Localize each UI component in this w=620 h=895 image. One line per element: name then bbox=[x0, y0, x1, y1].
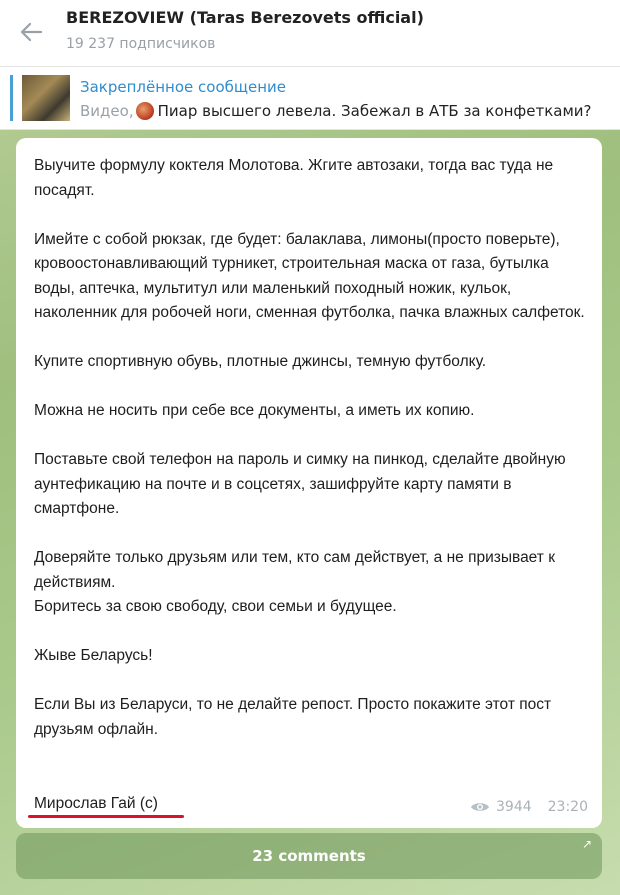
view-count: 3944 bbox=[496, 799, 532, 815]
comments-label: 23 comments bbox=[252, 847, 366, 865]
pinned-media-kind: Видео, bbox=[80, 102, 134, 120]
arrow-left-icon bbox=[20, 22, 42, 42]
message-signature: Мирослав Гай (с) bbox=[34, 795, 158, 812]
avatar-mini-icon bbox=[136, 102, 154, 120]
message-paragraph: Купите спортивную обувь, плотные джинсы, темную футболку. bbox=[34, 353, 487, 370]
channel-header bbox=[0, 0, 620, 67]
channel-title[interactable]: BEREZOVIEW (Taras Berezovets official) bbox=[66, 8, 424, 27]
pinned-preview-text: Пиар высшего левела. Забежал в АТБ за конфетками? bbox=[157, 102, 592, 120]
message-paragraph: Если Вы из Беларуси, то не делайте репост. Просто покажите этот пост друзьям офлайн. bbox=[34, 696, 552, 738]
message-paragraph: Можна не носить при себе все документы, а иметь их копию. bbox=[34, 402, 475, 419]
message-paragraph: Выучите формулу коктеля Молотова. Жгите автозаки, тогда вас туда не посадят. bbox=[34, 157, 554, 199]
message-time: 23:20 bbox=[547, 799, 588, 815]
message-paragraph: Поставьте свой телефон на пароль и симку на пинкод, сделайте двойную аунтефикацию на почте и в соцсетях, зашифруйте карту памяти в смартфоне. bbox=[34, 451, 566, 517]
comments-button[interactable] bbox=[16, 833, 602, 879]
signature-underline bbox=[28, 815, 184, 818]
message-paragraph: Доверяйте только друзьям или тем, кто сам действует, а не призывает к действиям. Боритесь за свою свободу, свои семьи и будущее. bbox=[34, 549, 555, 615]
eye-icon bbox=[470, 801, 490, 813]
pinned-title: Закреплённое сообщение bbox=[80, 78, 287, 96]
pinned-accent-bar bbox=[10, 75, 13, 121]
expand-arrow-icon: ↗ bbox=[581, 837, 592, 851]
message-paragraph: Имейте с собой рюкзак, где будет: балаклава, лимоны(просто поверьте), кровоостонавливающий турникет, строительная маска от газа, бутылка воды, аптечка, мультитул или маленький походный ножик, кульок, наколенник для робочей ноги, сменная футболка, пачка влажных салфеток. bbox=[34, 230, 585, 321]
pinned-preview bbox=[80, 102, 592, 120]
message-paragraph: Жыве Беларусь! bbox=[34, 647, 153, 664]
message-meta bbox=[470, 799, 588, 815]
message-text bbox=[34, 154, 590, 767]
pinned-video-thumbnail bbox=[22, 75, 70, 121]
message-bubble bbox=[16, 138, 602, 828]
subscriber-count: 19 237 подписчиков bbox=[66, 36, 216, 52]
pinned-message-bar[interactable] bbox=[0, 67, 620, 130]
back-button[interactable] bbox=[14, 15, 48, 49]
